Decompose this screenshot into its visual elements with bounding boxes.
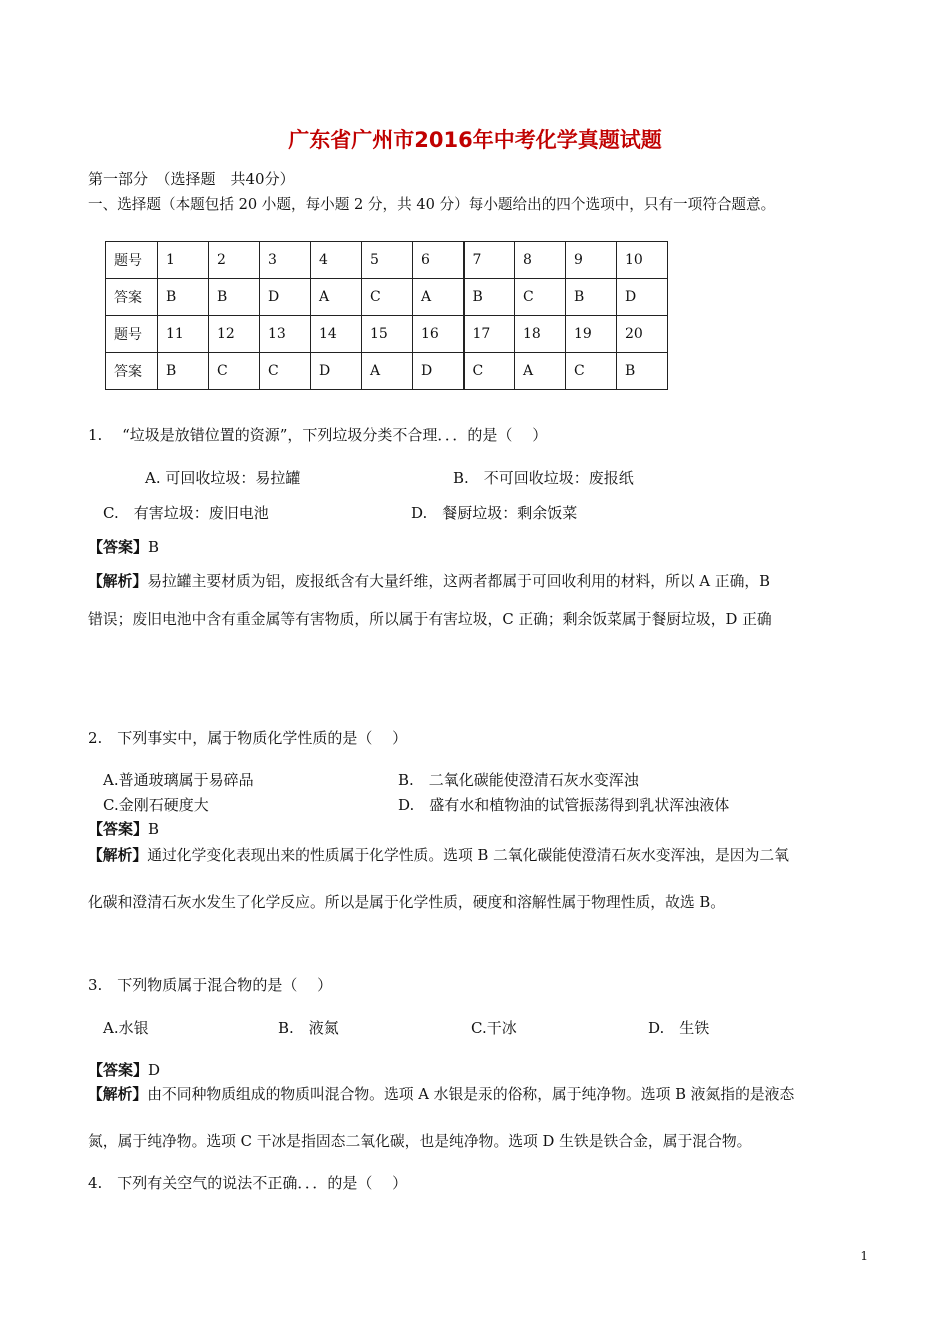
question-2-analysis-line2: 化碳和澄清石灰水发生了化学反应。所以是属于化学性质，硬度和溶解性属于物理性质，故选 B。 (88, 894, 726, 911)
table-row (106, 242, 668, 279)
table-cell: C (566, 353, 617, 390)
question-1-option-c: C. 有害垃圾：废旧电池 (103, 504, 269, 522)
question-2-stem: 2. 下列事实中，属于物质化学性质的是（ ） (88, 729, 408, 747)
table-cell: D (413, 353, 464, 390)
label-marker: 【解析】 (88, 847, 148, 864)
question-2-option-b: B. 二氧化碳能使澄清石灰水变浑浊 (398, 771, 639, 789)
label-marker: 【解析】 (88, 573, 148, 590)
question-3-option-c: C.干冰 (471, 1019, 517, 1037)
table-cell: 11 (158, 316, 209, 353)
part-heading: 第一部分 （选择题 共40分） (88, 170, 295, 188)
table-row (106, 316, 668, 353)
question-1-option-d: D. 餐厨垃圾：剩余饭菜 (411, 504, 578, 522)
table-cell: C (260, 353, 311, 390)
table-row-header: 答案 (106, 279, 158, 316)
table-row (106, 279, 668, 316)
answer-table (105, 241, 668, 390)
question-1-analysis-line2: 错误；废旧电池中含有重金属等有害物质，所以属于有害垃圾，C 正确；剩余饭菜属于餐厨垃圾，D 正确 (88, 611, 772, 628)
table-cell: B (158, 279, 209, 316)
table-cell: 9 (566, 242, 617, 279)
question-1-answer: 【答案】B (88, 538, 160, 556)
table-cell: A (311, 279, 362, 316)
table-cell: 14 (311, 316, 362, 353)
question-1-option-a: A. 可回收垃圾：易拉罐 (145, 469, 301, 487)
table-cell: B (464, 279, 515, 316)
table-cell: D (311, 353, 362, 390)
label-marker: 【答案】 (88, 820, 149, 838)
question-3-answer: 【答案】D (88, 1061, 161, 1079)
table-cell: 8 (515, 242, 566, 279)
label-marker: 【答案】 (88, 538, 149, 556)
table-cell: A (362, 353, 413, 390)
table-cell: 3 (260, 242, 311, 279)
table-cell: B (617, 353, 668, 390)
table-cell: C (362, 279, 413, 316)
question-1-option-b: B. 不可回收垃圾：废报纸 (453, 469, 634, 487)
question-3-option-d: D. 生铁 (648, 1019, 710, 1037)
question-1-analysis-line1: 【解析】易拉罐主要材质为铝，废报纸含有大量纤维，这两者都属于可回收利用的材料，所以 A 正确，B (88, 573, 771, 590)
question-2-answer: 【答案】B (88, 820, 160, 838)
page-title: 广东省广州市2016年中考化学真题试题 (288, 128, 662, 152)
table-cell: 19 (566, 316, 617, 353)
table-cell: D (260, 279, 311, 316)
table-cell: 15 (362, 316, 413, 353)
table-cell: 10 (617, 242, 668, 279)
question-3-stem: 3. 下列物质属于混合物的是（ ） (88, 976, 333, 994)
section-heading: 一、选择题（本题包括 20 小题，每小题 2 分，共 40 分）每小题给出的四个选项中，只有一项符合题意。 (88, 196, 776, 213)
table-cell: 5 (362, 242, 413, 279)
table-cell: B (158, 353, 209, 390)
table-cell: 6 (413, 242, 464, 279)
table-cell: A (515, 353, 566, 390)
page-number: 1 (860, 1249, 868, 1263)
table-cell: D (617, 279, 668, 316)
question-3-analysis-line1: 【解析】由不同种物质组成的物质叫混合物。选项 A 水银是汞的俗称，属于纯净物。选项 B 液氮指的是液态 (88, 1086, 795, 1103)
table-cell: 7 (464, 242, 515, 279)
question-2-option-d: D. 盛有水和植物油的试管振荡得到乳状浑浊液体 (398, 796, 730, 814)
table-cell: 18 (515, 316, 566, 353)
table-cell: C (209, 353, 260, 390)
table-cell: B (566, 279, 617, 316)
table-cell: 4 (311, 242, 362, 279)
table-cell: 12 (209, 316, 260, 353)
question-1-stem: 1. “垃圾是放错位置的资源”，下列垃圾分类不合理．．．的是（ ） (88, 426, 548, 444)
label-marker: 【解析】 (88, 1086, 148, 1103)
question-3-option-a: A.水银 (103, 1019, 149, 1037)
table-cell: C (515, 279, 566, 316)
table-cell: 17 (464, 316, 515, 353)
table-cell: B (209, 279, 260, 316)
question-2-option-a: A.普通玻璃属于易碎品 (103, 771, 254, 789)
table-cell: C (464, 353, 515, 390)
table-row-header: 题号 (106, 242, 158, 279)
question-2-option-c: C.金刚石硬度大 (103, 796, 209, 814)
question-3-analysis-line2: 氮，属于纯净物。选项 C 干冰是指固态二氧化碳，也是纯净物。选项 D 生铁是铁合金，属于混合物。 (88, 1133, 752, 1150)
table-cell: 13 (260, 316, 311, 353)
question-3-option-b: B. 液氮 (278, 1019, 339, 1037)
table-cell: 1 (158, 242, 209, 279)
table-cell: A (413, 279, 464, 316)
table-cell: 20 (617, 316, 668, 353)
table-row-header: 题号 (106, 316, 158, 353)
table-row (106, 353, 668, 390)
question-4-stem: 4. 下列有关空气的说法不正确．．．的是（ ） (88, 1174, 408, 1192)
label-marker: 【答案】 (88, 1061, 149, 1079)
table-row-header: 答案 (106, 353, 158, 390)
table-cell: 16 (413, 316, 464, 353)
question-2-analysis-line1: 【解析】通过化学变化表现出来的性质属于化学性质。选项 B 二氧化碳能使澄清石灰水变浑浊，是因为二氧 (88, 847, 789, 864)
table-cell: 2 (209, 242, 260, 279)
